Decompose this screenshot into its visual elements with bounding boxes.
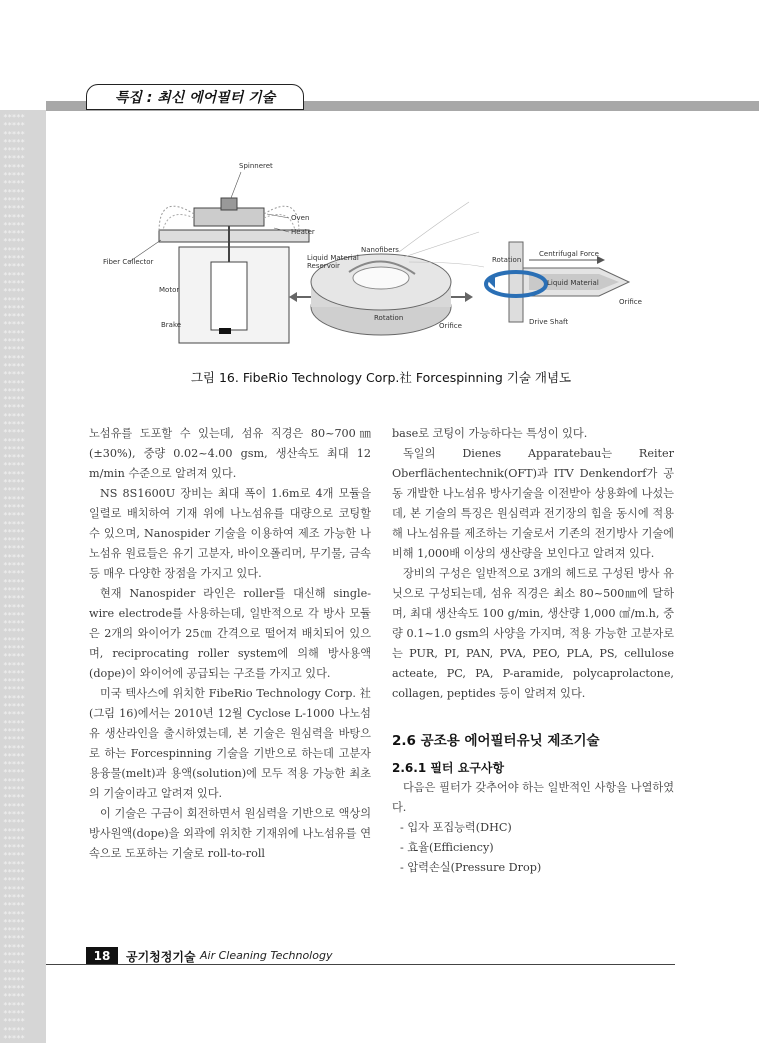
page-number: 18 [86, 947, 118, 964]
nozzle-diagram [486, 242, 642, 326]
label-oven: Oven [291, 214, 310, 222]
label-rotation-right: Rotation [492, 256, 522, 264]
label-orifice-left: Orifice [439, 322, 462, 330]
label-reservoir: Reservoir [307, 262, 340, 270]
side-decoration-strip [0, 110, 46, 1043]
label-heater: Heater [291, 228, 315, 236]
star-pattern: ***** ***** ***** ***** ***** ***** ***** ***** ***** ***** ***** ***** ***** ***** ***** ***** ***** ***** ***** ***** ***** ***** ***** ***** ***** ***** ***** ***** ***** ***** ***** ***** ***** ***** ***** ***** ***** ***** ***** ***** ***** ***** ***** ***** ***** ***** ***** ***** ***** ***** ***** ***** ***** ***** ***** ***** ***** ***** ***** ***** ***** ***** ***** ***** ***** ***** ***** ***** ***** ***** ***** ***** ***** ***** ***** ***** ***** ***** ***** ***** ***** ***** ***** ***** ***** ***** ***** ***** ***** ***** ***** ***** ***** ***** ***** ***** ***** ***** ***** ***** ***** ***** ***** ***** ***** ***** ***** ***** ***** ***** ***** ***** [3, 114, 25, 1043]
requirement-item: - 효율(Efficiency) [400, 841, 494, 854]
right-column [392, 424, 674, 878]
requirement-item: - 입자 포집능력(DHC) [400, 821, 512, 834]
journal-name-ko: 공기청정기술 [126, 950, 196, 964]
journal-name-en: Air Cleaning Technology [200, 949, 333, 962]
requirement-item: - 압력손실(Pressure Drop) [400, 861, 542, 874]
label-fiber-collector: Fiber Collector [103, 258, 154, 266]
label-nanofibers: Nanofibers [361, 246, 399, 254]
subsection-intro: 다음은 필터가 갖추어야 하는 일반적인 사항을 나열하였다. [392, 781, 674, 814]
label-brake: Brake [161, 321, 182, 329]
section-title: 2.6 공조용 에어필터유닛 제조기술 [392, 733, 600, 749]
right-paragraph: 장비의 구성은 일반적으로 3개의 헤드로 구성된 방사 유닛으로 구성되는데, 섬유 직경은 최소 80~500㎚에 달하며, 최대 생산속도 100 g/min, 생산량 1,000 ㎠/m.h, 중량 0.1~1.0 gsm의 사양을 가지며, 적용 가능한 고분자로는 PUR, PI, PAN, PVA, PEO, PLA, PS, cellulose acteate, PC, PA, P-aramide, polycaprolactone, collagen, peptides 등이 알려져 있다. [392, 567, 674, 700]
label-liquid-material-right: Liquid Material [547, 279, 599, 287]
label-liquid-material-left: Liquid Material [307, 254, 359, 262]
label-motor: Motor [159, 286, 180, 294]
requirement-list [392, 818, 674, 878]
figure-caption: 그림 16. FibeRio Technology Corp.社 Forcespinning 기술 개념도 [190, 370, 572, 385]
right-paragraph: base로 코팅이 가능하다는 특성이 있다. [392, 427, 588, 440]
label-orifice-right: Orifice [619, 298, 642, 306]
left-paragraph: 현재 Nanospider 라인은 roller를 대신해 single-wire electrode를 사용하는데, 일반적으로 각 방사 모듈은 2개의 와이어가 25㎝ 간격으로 떨어져 배치되어 있으며, reciprocating roller system에 의해 방사용액(dope)이 와이어에 공급되는 구조를 가지고 있다. [89, 587, 371, 680]
right-paragraph: 독일의 Dienes Apparatebau는 Reiter Oberflächentechnik(OFT)과 ITV Denkendorf가 공동 개발한 나노섬유 방사기술을 이전받아 상용화에 나섰는데, 본 기술의 특징은 원심력과 전기장의 힘을 동시에 적용해 나노섬유를 제조하는 기술로서 기존의 전기방사 기술에 비해 1,000배 이상의 생산량을 보인다고 알려져 있다. [392, 447, 674, 560]
section-header-title: 특집 : 최신 에어필터 기술 [114, 90, 276, 106]
left-paragraph: 노섬유를 도포할 수 있는데, 섬유 직경은 80~700㎚ (±30%), 중량 0.02~4.00 gsm, 생산속도 최대 12 m/min 수준으로 알려져 있다. [89, 427, 371, 480]
label-rotation-middle: Rotation [374, 314, 404, 322]
section-header-tab [86, 84, 304, 110]
left-paragraph: 미국 텍사스에 위치한 FibeRio Technology Corp. 社(그림 16)에서는 2010년 12월 Cyclose L-1000 나노섬유 생산라인을 출시하였는데, 본 기술은 원심력을 바탕으로 하는 Forcespinning 기술을 기반으로 하는데 고분자 용융물(melt)과 용액(solution)에 모두 적용 가능한 최초의 기술이라고 알려져 있다. [89, 687, 371, 800]
left-paragraph: 이 기술은 구금이 회전하면서 원심력을 기반으로 액상의 방사원액(dope)을 외곽에 위치한 기재위에 나노섬유를 연속으로 도포하는 기술로 roll-to-roll [89, 807, 371, 860]
label-drive-shaft: Drive Shaft [529, 318, 569, 326]
left-paragraph: NS 8S1600U 장비는 최대 폭이 1.6m로 4개 모듈을 일렬로 배치하여 기재 위에 나노섬유를 대량으로 코팅할 수 있으며, Nanospider 기술을 이용하여 제조 가능한 나노섬유 원료들은 유기 고분자, 바이오폴리머, 무기물, 금속 등 매우 다양한 장점을 가지고 있다. [89, 487, 371, 580]
reservoir-diagram [289, 202, 484, 335]
forcespinning-figure [99, 152, 655, 352]
label-centrifugal-force: Centrifugal Force [539, 250, 599, 258]
subsection-title: 2.6.1 필터 요구사항 [392, 761, 505, 775]
left-column [89, 424, 371, 864]
label-spinneret: Spinneret [239, 162, 273, 170]
apparatus-diagram [103, 162, 315, 343]
